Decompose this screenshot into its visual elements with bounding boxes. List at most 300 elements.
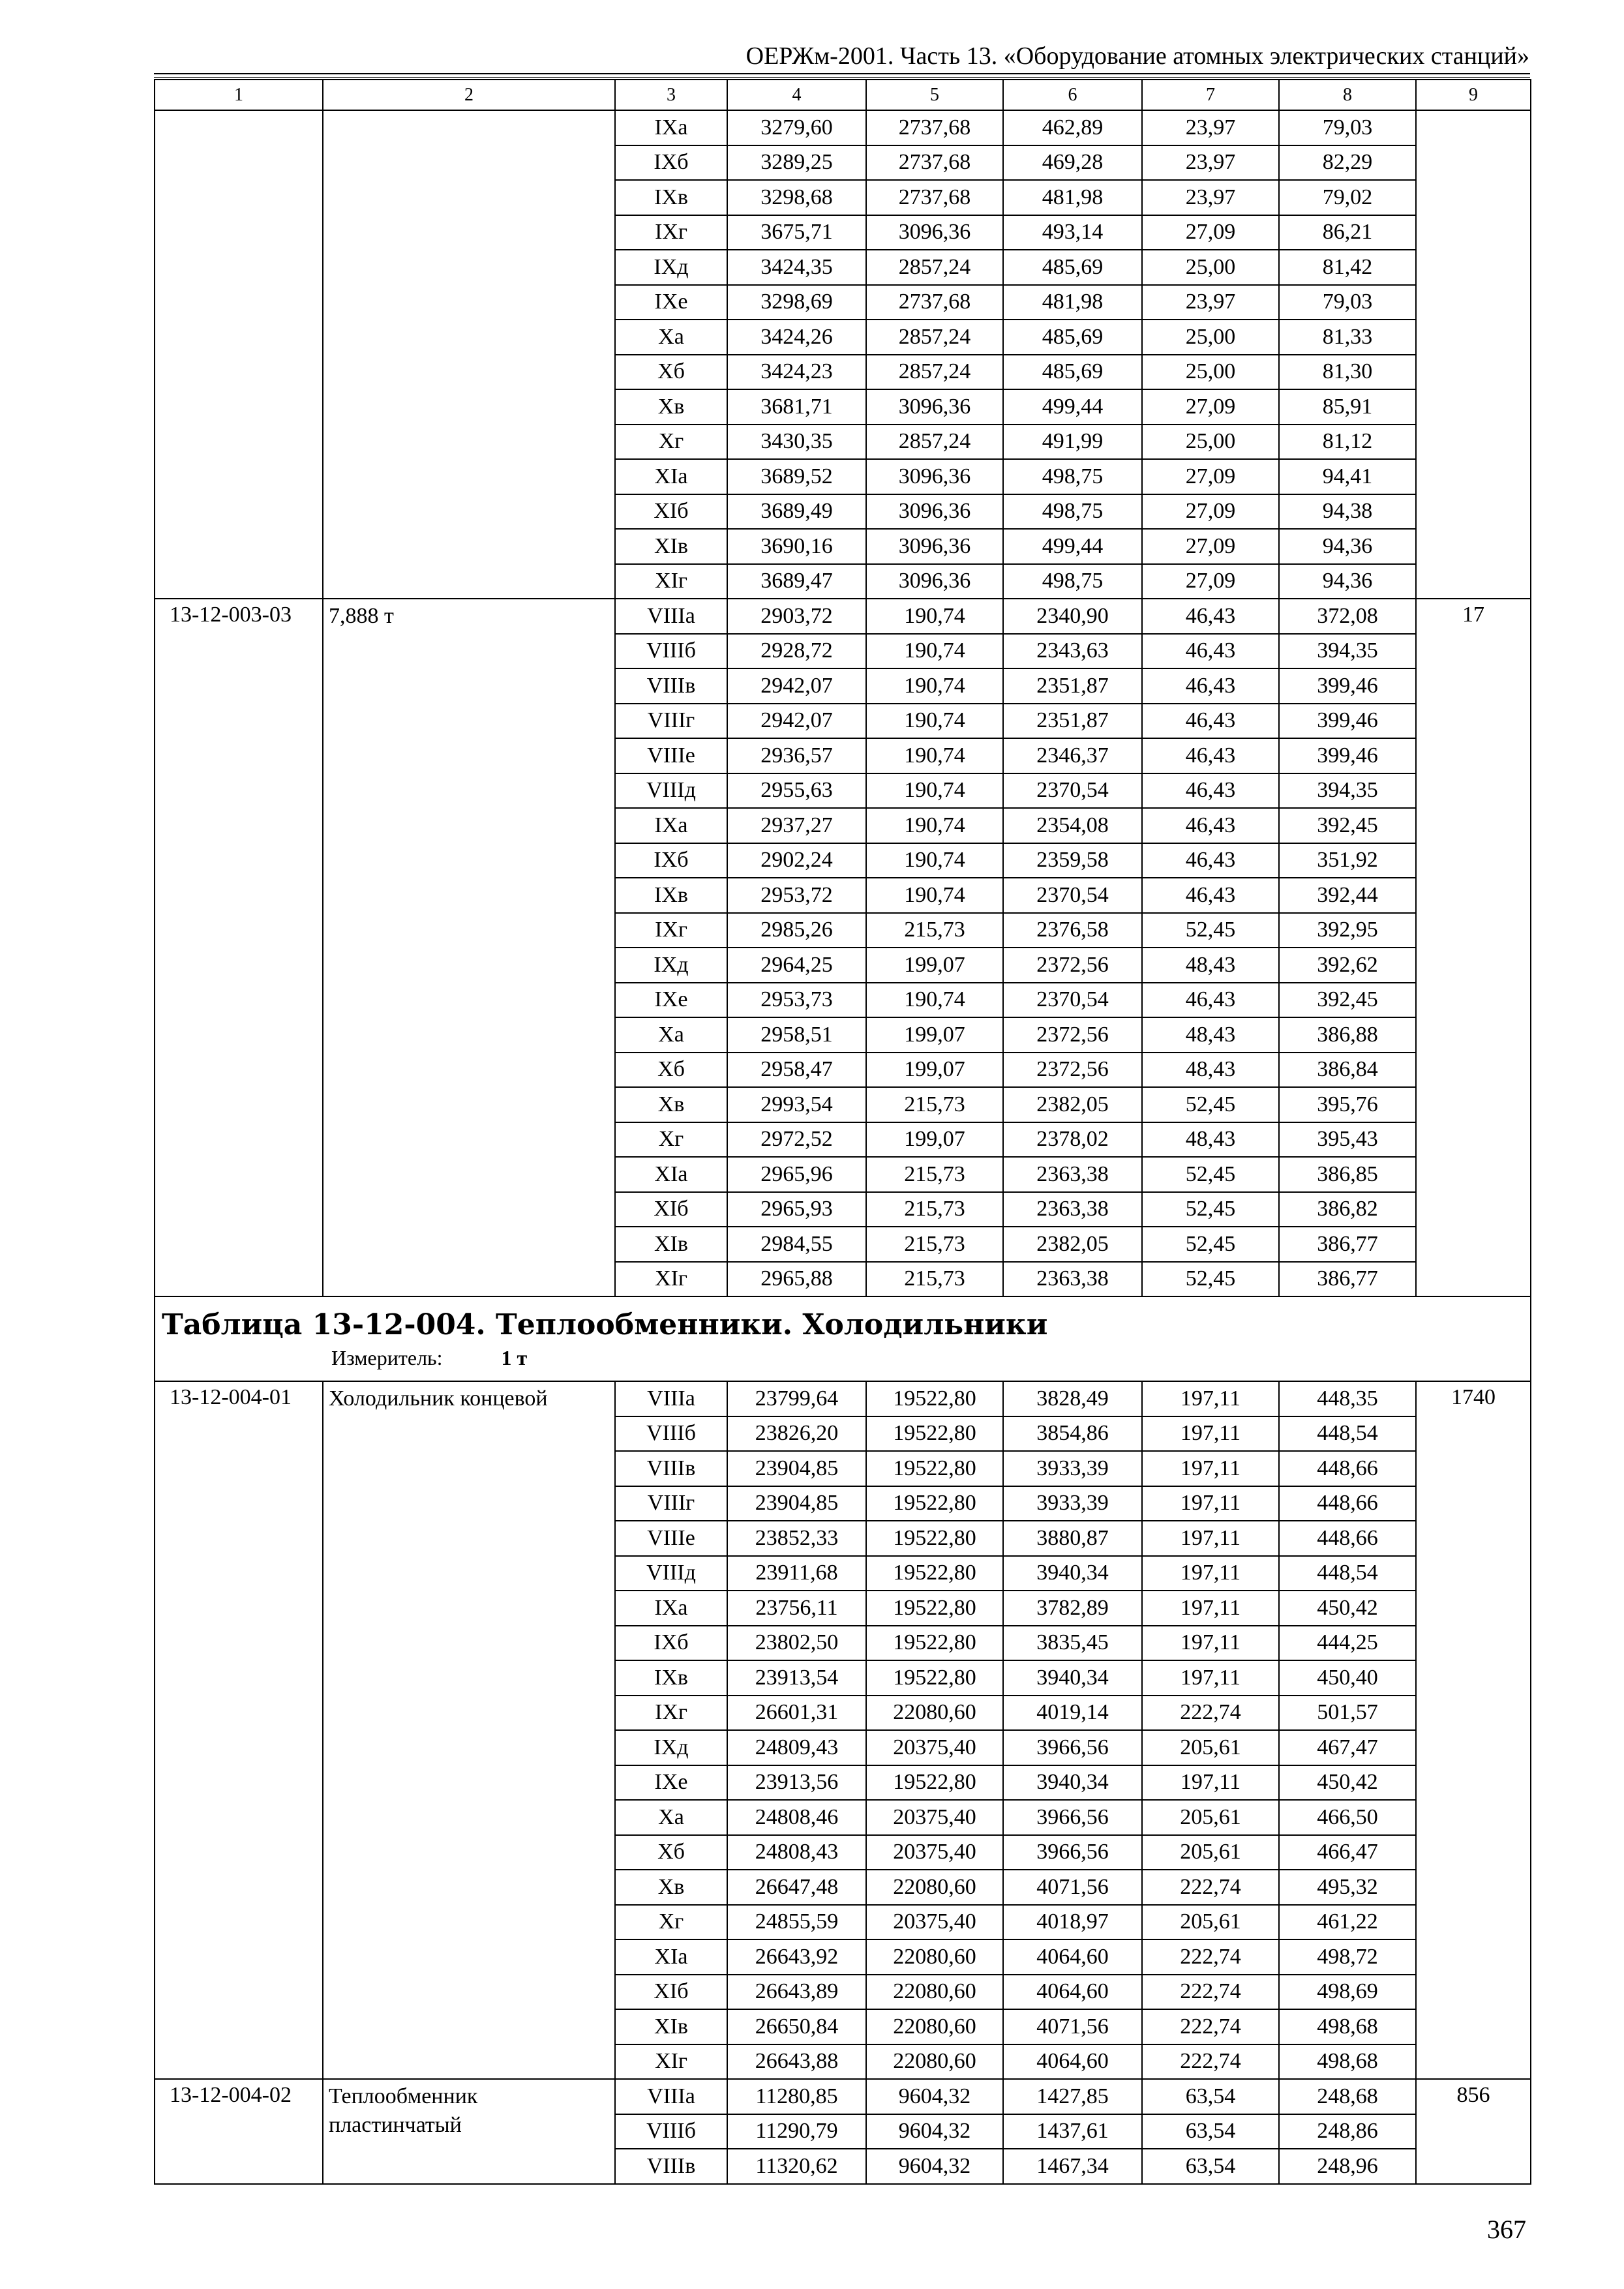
value-cell: 485,69	[1003, 355, 1142, 390]
value-cell: 23799,64	[727, 1381, 866, 1416]
value-cell: 81,33	[1279, 320, 1416, 355]
value-cell: 3424,23	[727, 355, 866, 390]
value-cell: 493,14	[1003, 215, 1142, 250]
value-cell: 1467,34	[1003, 2149, 1142, 2184]
value-cell: 197,11	[1142, 1556, 1279, 1591]
value-cell: 46,43	[1142, 599, 1279, 634]
value-cell: 2955,63	[727, 773, 866, 809]
value-cell: 24855,59	[727, 1905, 866, 1940]
value-cell: 197,11	[1142, 1765, 1279, 1801]
value-cell: 215,73	[866, 1227, 1003, 1262]
value-cell: 3289,25	[727, 145, 866, 181]
value-cell: 491,99	[1003, 425, 1142, 460]
resource-name	[323, 110, 615, 599]
value-cell: 27,09	[1142, 215, 1279, 250]
value-cell: 399,46	[1279, 668, 1416, 704]
value-cell: 48,43	[1142, 1053, 1279, 1088]
value-cell: 399,46	[1279, 738, 1416, 773]
value-cell: 2857,24	[866, 355, 1003, 390]
zone-cell: IXб	[615, 843, 727, 878]
value-cell: 197,11	[1142, 1486, 1279, 1521]
value-cell: 2363,38	[1003, 1157, 1142, 1192]
zone-cell: Xб	[615, 1053, 727, 1088]
value-cell: 190,74	[866, 634, 1003, 669]
value-cell: 19522,80	[866, 1416, 1003, 1452]
value-cell: 3689,49	[727, 494, 866, 530]
value-cell: 23,97	[1142, 110, 1279, 145]
value-cell: 22080,60	[866, 2044, 1003, 2080]
value-cell: 2958,51	[727, 1017, 866, 1053]
value-cell: 23756,11	[727, 1591, 866, 1626]
zone-cell: IXг	[615, 1696, 727, 1731]
value-cell: 215,73	[866, 1087, 1003, 1122]
value-cell: 3835,45	[1003, 1626, 1142, 1661]
column-number: 2	[323, 80, 615, 110]
value-cell: 466,47	[1279, 1835, 1416, 1870]
value-cell: 2370,54	[1003, 773, 1142, 809]
value-cell: 469,28	[1003, 145, 1142, 181]
value-cell: 4071,56	[1003, 2009, 1142, 2044]
value-cell: 205,61	[1142, 1835, 1279, 1870]
column-number: 9	[1416, 80, 1531, 110]
zone-cell: Xв	[615, 1087, 727, 1122]
value-cell: 2346,37	[1003, 738, 1142, 773]
zone-cell: IXв	[615, 878, 727, 913]
value-cell: 86,21	[1279, 215, 1416, 250]
column-number: 5	[866, 80, 1003, 110]
value-cell: 392,44	[1279, 878, 1416, 913]
table-row	[155, 2079, 1531, 2114]
value-cell: 23802,50	[727, 1626, 866, 1661]
value-cell: 2902,24	[727, 843, 866, 878]
value-cell: 2372,56	[1003, 1017, 1142, 1053]
value-cell: 3828,49	[1003, 1381, 1142, 1416]
value-cell: 495,32	[1279, 1870, 1416, 1905]
value-cell: 20375,40	[866, 1835, 1003, 1870]
value-cell: 448,66	[1279, 1486, 1416, 1521]
value-cell: 23,97	[1142, 180, 1279, 215]
value-cell: 392,45	[1279, 983, 1416, 1018]
value-cell: 85,91	[1279, 389, 1416, 425]
zone-cell: XIб	[615, 1975, 727, 2010]
value-cell: 199,07	[866, 1017, 1003, 1053]
zone-cell: IXд	[615, 948, 727, 983]
zone-cell: IXа	[615, 808, 727, 843]
value-cell: 23,97	[1142, 145, 1279, 181]
value-cell: 2359,58	[1003, 843, 1142, 878]
value-cell: 3782,89	[1003, 1591, 1142, 1626]
value-cell: 3096,36	[866, 389, 1003, 425]
value-cell: 197,11	[1142, 1521, 1279, 1556]
value-cell: 2737,68	[866, 180, 1003, 215]
value-cell: 2965,88	[727, 1262, 866, 1297]
value-cell: 190,74	[866, 704, 1003, 739]
value-cell: 4064,60	[1003, 1939, 1142, 1975]
value-cell: 23904,85	[727, 1451, 866, 1486]
zone-cell: VIIIе	[615, 738, 727, 773]
value-cell: 19522,80	[866, 1381, 1003, 1416]
value-cell: 481,98	[1003, 180, 1142, 215]
value-cell: 26643,89	[727, 1975, 866, 2010]
resource-name: Теплообменник пластинчатый	[323, 2079, 615, 2184]
value-cell: 27,09	[1142, 564, 1279, 599]
zone-cell: IXб	[615, 145, 727, 181]
value-cell: 3298,69	[727, 285, 866, 320]
value-cell: 222,74	[1142, 1870, 1279, 1905]
value-cell: 199,07	[866, 948, 1003, 983]
zone-cell: Xв	[615, 1870, 727, 1905]
value-cell: 386,84	[1279, 1053, 1416, 1088]
value-cell: 190,74	[866, 843, 1003, 878]
value-cell: 94,36	[1279, 564, 1416, 599]
value-cell: 3854,86	[1003, 1416, 1142, 1452]
zone-cell: IXе	[615, 1765, 727, 1801]
zone-cell: VIIIг	[615, 704, 727, 739]
value-cell: 2372,56	[1003, 1053, 1142, 1088]
value-cell: 22080,60	[866, 2009, 1003, 2044]
value-cell: 222,74	[1142, 2009, 1279, 2044]
value-cell: 2363,38	[1003, 1192, 1142, 1227]
zone-cell: IXд	[615, 1730, 727, 1765]
value-cell: 46,43	[1142, 983, 1279, 1018]
value-cell: 82,29	[1279, 145, 1416, 181]
value-cell: 2737,68	[866, 285, 1003, 320]
value-cell: 399,46	[1279, 704, 1416, 739]
value-cell: 26643,92	[727, 1939, 866, 1975]
value-cell: 26643,88	[727, 2044, 866, 2080]
value-cell: 3096,36	[866, 215, 1003, 250]
value-cell: 448,54	[1279, 1416, 1416, 1452]
value-cell: 52,45	[1142, 1192, 1279, 1227]
value-cell: 467,47	[1279, 1730, 1416, 1765]
value-cell: 3966,56	[1003, 1800, 1142, 1835]
zone-cell: XIг	[615, 564, 727, 599]
value-cell: 2378,02	[1003, 1122, 1142, 1158]
value-cell: 190,74	[866, 808, 1003, 843]
value-cell: 11320,62	[727, 2149, 866, 2184]
zone-cell: IXв	[615, 180, 727, 215]
value-cell: 2953,72	[727, 878, 866, 913]
value-cell: 22080,60	[866, 1870, 1003, 1905]
value-cell: 27,09	[1142, 389, 1279, 425]
zone-cell: IXа	[615, 1591, 727, 1626]
zone-cell: XIг	[615, 1262, 727, 1297]
value-cell: 3689,52	[727, 459, 866, 494]
value-cell: 79,02	[1279, 180, 1416, 215]
value-cell: 215,73	[866, 1157, 1003, 1192]
value-cell: 199,07	[866, 1122, 1003, 1158]
value-cell: 2993,54	[727, 1087, 866, 1122]
value-cell: 450,42	[1279, 1765, 1416, 1801]
value-cell: 3933,39	[1003, 1486, 1142, 1521]
value-cell: 190,74	[866, 878, 1003, 913]
resource-value: 1740	[1416, 1381, 1531, 2079]
value-cell: 2942,07	[727, 704, 866, 739]
value-cell: 19522,80	[866, 1660, 1003, 1696]
column-number: 7	[1142, 80, 1279, 110]
value-cell: 2953,73	[727, 983, 866, 1018]
value-cell: 466,50	[1279, 1800, 1416, 1835]
zone-cell: XIв	[615, 529, 727, 564]
column-number: 6	[1003, 80, 1142, 110]
value-cell: 215,73	[866, 1192, 1003, 1227]
value-cell: 498,75	[1003, 564, 1142, 599]
value-cell: 248,68	[1279, 2079, 1416, 2114]
value-cell: 2354,08	[1003, 808, 1142, 843]
zone-cell: IXг	[615, 913, 727, 948]
resource-name: 7,888 т	[323, 599, 615, 1296]
value-cell: 11290,79	[727, 2114, 866, 2149]
column-number: 3	[615, 80, 727, 110]
value-cell: 27,09	[1142, 494, 1279, 530]
value-cell: 2340,90	[1003, 599, 1142, 634]
value-cell: 498,75	[1003, 459, 1142, 494]
value-cell: 22080,60	[866, 1975, 1003, 2010]
zone-cell: VIIIа	[615, 2079, 727, 2114]
value-cell: 3424,26	[727, 320, 866, 355]
zone-cell: Xг	[615, 1905, 727, 1940]
value-cell: 190,74	[866, 738, 1003, 773]
value-cell: 94,41	[1279, 459, 1416, 494]
section-measure	[162, 1344, 1530, 1371]
value-cell: 1427,85	[1003, 2079, 1142, 2114]
value-cell: 3675,71	[727, 215, 866, 250]
section-header	[155, 1296, 1531, 1381]
value-cell: 25,00	[1142, 425, 1279, 460]
zone-cell: XIв	[615, 1227, 727, 1262]
value-cell: 11280,85	[727, 2079, 866, 2114]
value-cell: 2370,54	[1003, 878, 1142, 913]
value-cell: 19522,80	[866, 1626, 1003, 1661]
value-cell: 498,68	[1279, 2044, 1416, 2080]
value-cell: 9604,32	[866, 2114, 1003, 2149]
resource-value: 17	[1416, 599, 1531, 1296]
value-cell: 48,43	[1142, 948, 1279, 983]
value-cell: 205,61	[1142, 1905, 1279, 1940]
value-cell: 444,25	[1279, 1626, 1416, 1661]
value-cell: 386,88	[1279, 1017, 1416, 1053]
value-cell: 3096,36	[866, 494, 1003, 530]
column-number: 4	[727, 80, 866, 110]
value-cell: 2857,24	[866, 320, 1003, 355]
page-number: 367	[1487, 2215, 1526, 2244]
value-cell: 394,35	[1279, 634, 1416, 669]
value-cell: 22080,60	[866, 1696, 1003, 1731]
value-cell: 2351,87	[1003, 704, 1142, 739]
value-cell: 63,54	[1142, 2149, 1279, 2184]
value-cell: 2382,05	[1003, 1227, 1142, 1262]
resource-code	[155, 110, 323, 599]
value-cell: 3424,35	[727, 250, 866, 285]
value-cell: 448,54	[1279, 1556, 1416, 1591]
value-cell: 3966,56	[1003, 1730, 1142, 1765]
value-cell: 2965,93	[727, 1192, 866, 1227]
value-cell: 1437,61	[1003, 2114, 1142, 2149]
page-header: ОЕРЖм-2001. Часть 13. «Оборудование атомных электрических станций»	[745, 42, 1529, 70]
value-cell: 386,85	[1279, 1157, 1416, 1192]
value-cell: 2942,07	[727, 668, 866, 704]
zone-cell: Xб	[615, 355, 727, 390]
zone-cell: XIв	[615, 2009, 727, 2044]
zone-cell: IXб	[615, 1626, 727, 1661]
zone-cell: VIIIб	[615, 1416, 727, 1452]
value-cell: 2972,52	[727, 1122, 866, 1158]
value-cell: 3940,34	[1003, 1765, 1142, 1801]
value-cell: 79,03	[1279, 110, 1416, 145]
section-header-row	[155, 1296, 1531, 1381]
value-cell: 215,73	[866, 913, 1003, 948]
value-cell: 190,74	[866, 983, 1003, 1018]
value-cell: 394,35	[1279, 773, 1416, 809]
zone-cell: Xа	[615, 320, 727, 355]
value-cell: 448,35	[1279, 1381, 1416, 1416]
value-cell: 3940,34	[1003, 1556, 1142, 1591]
zone-cell: VIIIа	[615, 599, 727, 634]
value-cell: 4071,56	[1003, 1870, 1142, 1905]
value-cell: 52,45	[1142, 1157, 1279, 1192]
value-cell: 190,74	[866, 668, 1003, 704]
value-cell: 46,43	[1142, 843, 1279, 878]
value-cell: 81,12	[1279, 425, 1416, 460]
value-cell: 52,45	[1142, 913, 1279, 948]
value-cell: 23,97	[1142, 285, 1279, 320]
value-cell: 448,66	[1279, 1521, 1416, 1556]
zone-cell: XIб	[615, 494, 727, 530]
zone-cell: XIг	[615, 2044, 727, 2080]
value-cell: 197,11	[1142, 1626, 1279, 1661]
value-cell: 2985,26	[727, 913, 866, 948]
value-cell: 499,44	[1003, 389, 1142, 425]
value-cell: 197,11	[1142, 1381, 1279, 1416]
value-cell: 386,77	[1279, 1227, 1416, 1262]
value-cell: 4018,97	[1003, 1905, 1142, 1940]
value-cell: 248,86	[1279, 2114, 1416, 2149]
value-cell: 46,43	[1142, 773, 1279, 809]
value-cell: 3689,47	[727, 564, 866, 599]
value-cell: 3940,34	[1003, 1660, 1142, 1696]
value-cell: 4064,60	[1003, 1975, 1142, 2010]
value-cell: 461,22	[1279, 1905, 1416, 1940]
value-cell: 386,77	[1279, 1262, 1416, 1297]
value-cell: 63,54	[1142, 2079, 1279, 2114]
value-cell: 197,11	[1142, 1591, 1279, 1626]
zone-cell: IXе	[615, 285, 727, 320]
value-cell: 2937,27	[727, 808, 866, 843]
value-cell: 19522,80	[866, 1765, 1003, 1801]
header-rule-thin	[154, 77, 1530, 78]
value-cell: 2382,05	[1003, 1087, 1142, 1122]
value-cell: 2857,24	[866, 250, 1003, 285]
value-cell: 94,36	[1279, 529, 1416, 564]
value-cell: 9604,32	[866, 2149, 1003, 2184]
table-row	[155, 110, 1531, 145]
value-cell: 20375,40	[866, 1905, 1003, 1940]
value-cell: 499,44	[1003, 529, 1142, 564]
value-cell: 222,74	[1142, 1696, 1279, 1731]
value-cell: 23913,56	[727, 1765, 866, 1801]
value-cell: 2965,96	[727, 1157, 866, 1192]
value-cell: 27,09	[1142, 459, 1279, 494]
value-cell: 395,76	[1279, 1087, 1416, 1122]
value-cell: 3690,16	[727, 529, 866, 564]
value-cell: 501,57	[1279, 1696, 1416, 1731]
value-cell: 81,42	[1279, 250, 1416, 285]
value-cell: 24808,43	[727, 1835, 866, 1870]
value-cell: 48,43	[1142, 1017, 1279, 1053]
zone-cell: XIа	[615, 459, 727, 494]
measure-unit: 1 т	[501, 1346, 528, 1369]
zone-cell: VIIIг	[615, 1486, 727, 1521]
value-cell: 2964,25	[727, 948, 866, 983]
value-cell: 25,00	[1142, 355, 1279, 390]
value-cell: 52,45	[1142, 1087, 1279, 1122]
value-cell: 26601,31	[727, 1696, 866, 1731]
value-cell: 2343,63	[1003, 634, 1142, 669]
zone-cell: Xв	[615, 389, 727, 425]
resource-value: 856	[1416, 2079, 1531, 2184]
zone-cell: VIIIб	[615, 634, 727, 669]
table-row	[155, 599, 1531, 634]
value-cell: 205,61	[1142, 1730, 1279, 1765]
value-cell: 79,03	[1279, 285, 1416, 320]
value-cell: 2363,38	[1003, 1262, 1142, 1297]
value-cell: 392,45	[1279, 808, 1416, 843]
zone-cell: Xа	[615, 1017, 727, 1053]
value-cell: 23911,68	[727, 1556, 866, 1591]
value-cell: 2737,68	[866, 110, 1003, 145]
zone-cell: VIIIе	[615, 1521, 727, 1556]
resource-code: 13-12-003-03	[155, 599, 323, 1296]
resource-value	[1416, 110, 1531, 599]
value-cell: 197,11	[1142, 1416, 1279, 1452]
value-cell: 27,09	[1142, 529, 1279, 564]
zone-cell: Xа	[615, 1800, 727, 1835]
value-cell: 2376,58	[1003, 913, 1142, 948]
zone-cell: IXг	[615, 215, 727, 250]
zone-cell: IXд	[615, 250, 727, 285]
zone-cell: VIIIв	[615, 1451, 727, 1486]
value-cell: 3298,68	[727, 180, 866, 215]
value-cell: 392,95	[1279, 913, 1416, 948]
value-cell: 2928,72	[727, 634, 866, 669]
table-row	[155, 1381, 1531, 1416]
value-cell: 81,30	[1279, 355, 1416, 390]
value-cell: 3880,87	[1003, 1521, 1142, 1556]
value-cell: 24808,46	[727, 1800, 866, 1835]
value-cell: 498,72	[1279, 1939, 1416, 1975]
column-number: 1	[155, 80, 323, 110]
zone-cell: XIб	[615, 1192, 727, 1227]
value-cell: 485,69	[1003, 250, 1142, 285]
value-cell: 23913,54	[727, 1660, 866, 1696]
resource-code: 13-12-004-02	[155, 2079, 323, 2184]
column-number: 8	[1279, 80, 1416, 110]
value-cell: 23852,33	[727, 1521, 866, 1556]
value-cell: 48,43	[1142, 1122, 1279, 1158]
value-cell: 26650,84	[727, 2009, 866, 2044]
value-cell: 190,74	[866, 599, 1003, 634]
value-cell: 46,43	[1142, 634, 1279, 669]
value-cell: 46,43	[1142, 668, 1279, 704]
value-cell: 26647,48	[727, 1870, 866, 1905]
value-cell: 9604,32	[866, 2079, 1003, 2114]
value-cell: 2370,54	[1003, 983, 1142, 1018]
value-cell: 3096,36	[866, 564, 1003, 599]
value-cell: 248,96	[1279, 2149, 1416, 2184]
value-cell: 485,69	[1003, 320, 1142, 355]
value-cell: 52,45	[1142, 1262, 1279, 1297]
zone-cell: VIIIд	[615, 1556, 727, 1591]
